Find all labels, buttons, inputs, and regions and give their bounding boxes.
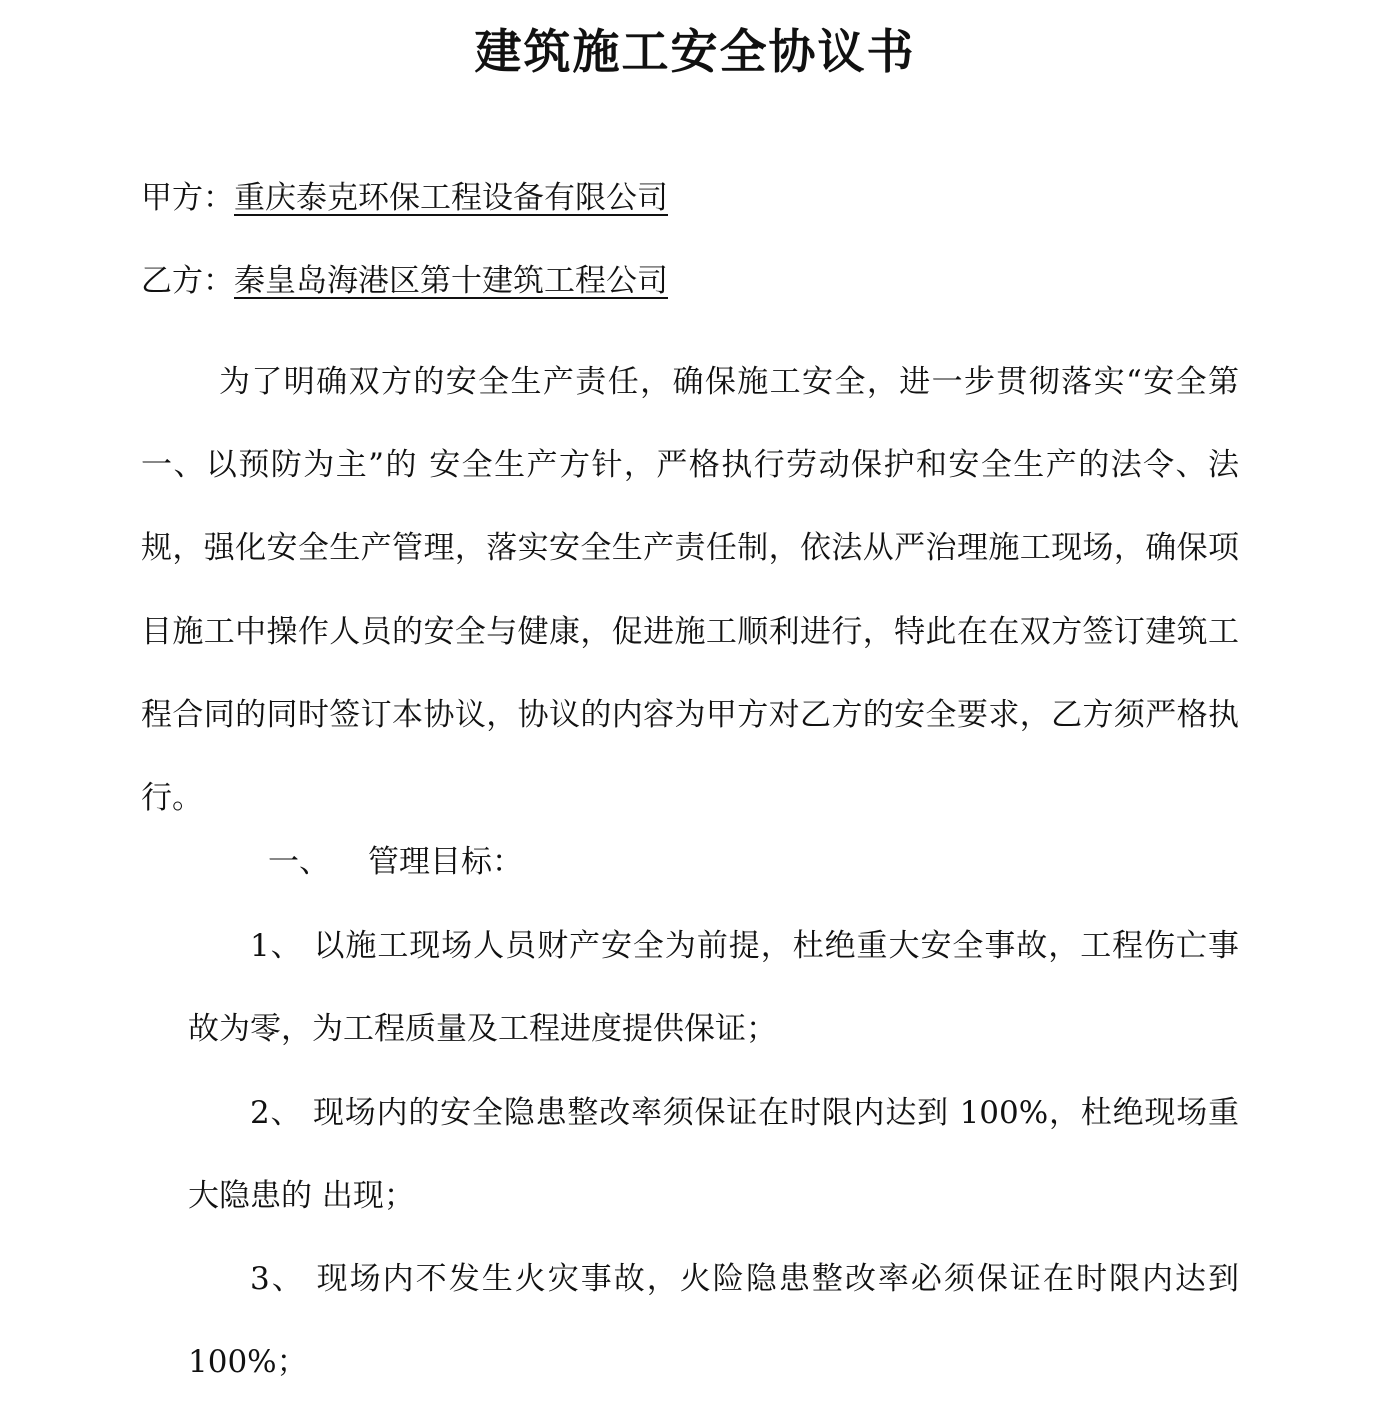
section-title: 管理目标： bbox=[368, 844, 523, 880]
party-b-line bbox=[141, 261, 668, 301]
section-heading-management-goals bbox=[268, 842, 523, 882]
document-title: 建筑施工安全协议书 bbox=[474, 25, 916, 80]
party-a-name: 重庆泰克环保工程设备有限公司 bbox=[234, 180, 668, 216]
party-b-name: 秦皇岛海港区第十建筑工程公司 bbox=[234, 263, 668, 299]
party-a-line bbox=[141, 178, 668, 218]
list-item bbox=[188, 1072, 1239, 1238]
item-number: 1、 bbox=[250, 928, 303, 964]
section-number: 一、 bbox=[268, 844, 330, 880]
item-number: 3、 bbox=[250, 1261, 305, 1297]
item-text: 现场内不发生火灾事故，火险隐患整改率必须保证在时限内达到 100%； bbox=[188, 1261, 1240, 1381]
item-number: 2、 bbox=[250, 1095, 303, 1131]
list-item bbox=[188, 905, 1239, 1071]
party-a-label: 甲方： bbox=[141, 180, 234, 216]
party-b-label: 乙方： bbox=[141, 263, 234, 299]
item-text: 现场内的安全隐患整改率须保证在时限内达到 100%，杜绝现场重大隐患的 出现； bbox=[188, 1095, 1239, 1215]
intro-paragraph: 为了明确双方的安全生产责任，确保施工安全，进一步贯彻落实“安全第一、以预防为主”的 安全生产方针，严格执行劳动保护和安全生产的法令、法规，强化安全生产管理，落实安全生产责任制，依法从严治理施工现场，确保项目施工中操作人员的安全与健康，促进施工顺利进行，特此在在双方签订建筑工程合同的同时签订本协议，协议的内容为甲方对乙方的安全要求，乙方须严格执行。 bbox=[141, 364, 1239, 817]
list-item bbox=[188, 1238, 1239, 1404]
item-text: 以施工现场人员财产安全为前提，杜绝重大安全事故，工程伤亡事故为零，为工程质量及工程进度提供保证； bbox=[188, 928, 1239, 1048]
